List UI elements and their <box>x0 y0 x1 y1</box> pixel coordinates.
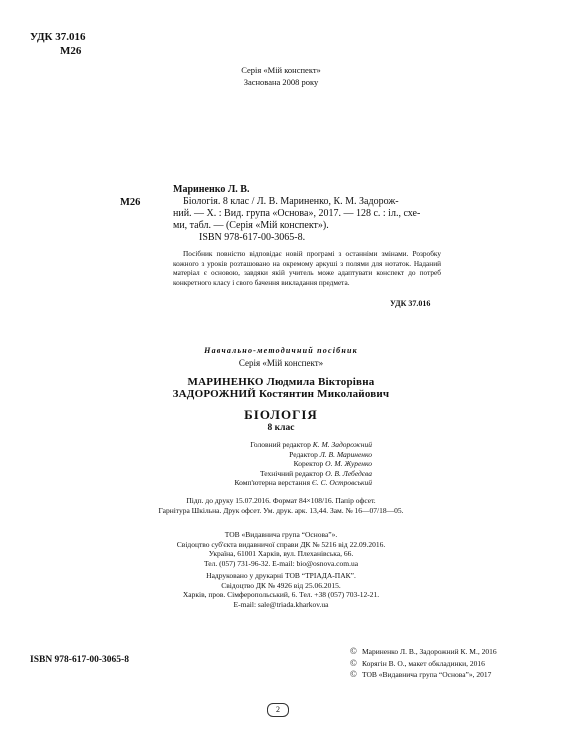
credit-name: Є. С. Островський <box>311 478 372 488</box>
publisher-address: Україна, 61001 Харків, вул. Плеханівська, 66. <box>208 549 354 559</box>
book-title: БІОЛОГІЯ <box>244 407 318 422</box>
credit-row <box>210 469 372 479</box>
biblio-line-1: Біологія. 8 клас / Л. В. Мариненко, К. М. Задорож- <box>183 196 399 207</box>
publisher-info <box>0 530 562 568</box>
credit-role: Головний редактор <box>250 440 311 449</box>
credit-row <box>210 478 372 488</box>
udk-label: УДК 37.016 <box>30 31 86 43</box>
copyright-text: Мариненко Л. В., Задорожний К. М., 2016 <box>362 647 497 656</box>
isbn-bottom: ISBN 978-617-00-3065-8 <box>30 655 129 665</box>
copyright-line <box>350 646 497 658</box>
series-founded: Заснована 2008 року <box>243 77 319 87</box>
credit-name: К. М. Задорожний <box>312 440 372 449</box>
biblio-isbn: ISBN 978-617-00-3065-8. <box>199 232 306 243</box>
copyright-line <box>350 658 497 670</box>
credit-role: Технічний редактор <box>259 468 324 478</box>
printer-address: Харків, пров. Сімферопольський, 6. Тел. +38 (057) 703-12-21. <box>182 590 380 600</box>
printer-info <box>0 571 562 609</box>
copyright-block <box>350 646 497 681</box>
udk-code-top <box>30 30 86 58</box>
credit-row <box>210 450 372 460</box>
copyright-icon: © <box>350 646 357 656</box>
editorial-credits <box>210 440 372 488</box>
credit-name: О. В. Лебедєва <box>325 468 372 478</box>
copyright-icon: © <box>350 657 357 668</box>
biblio-line-2: ний. — Х. : Вид. група «Основа», 2017. — 128 с. : іл., схе- <box>173 208 421 219</box>
credit-row <box>210 459 372 469</box>
series-note-top <box>0 64 562 88</box>
udk-code-right: УДК 37.016 <box>390 299 431 308</box>
publisher-name: ТОВ «Видавнича група “Основа”». <box>224 530 338 539</box>
printer-email: E-mail: sale@triada.kharkov.ua <box>233 599 329 609</box>
print-specs-line-2: Гарнітура Шкільна. Друк офсет. Ум. друк. арк. 13,44. Зам. № 16—07/18—05. <box>158 505 404 515</box>
credit-name: Л. В. Мариненко <box>319 449 372 459</box>
series-name-mid: Серія «Мій конспект» <box>238 358 324 368</box>
credit-role: Коректор <box>293 459 324 469</box>
author-mark-side: М26 <box>120 197 141 208</box>
page-number: 2 <box>267 703 289 717</box>
copyright-text: ТОВ «Видавнича група “Основа”», 2017 <box>362 670 492 679</box>
document-type: Навчально-методичний посібник <box>204 346 358 355</box>
book-grade: 8 клас <box>267 423 295 433</box>
publisher-license: Свідоцтво суб'єкта видавничої справи ДК № 5216 від 22.09.2016. <box>176 539 386 549</box>
biblio-author: Мариненко Л. В. <box>173 184 250 195</box>
copyright-line <box>350 669 497 681</box>
bibliographic-record <box>173 184 441 244</box>
printer-license: Свідоцтво ДК № 4926 від 25.06.2015. <box>221 580 341 590</box>
credit-role: Комп'ютерна верстання <box>234 478 311 488</box>
series-name: Серія «Мій конспект» <box>241 65 321 75</box>
biblio-line-3: ми, табл. — (Серія «Мій конспект»). <box>173 220 329 231</box>
credit-role: Редактор <box>289 449 318 459</box>
publisher-contact: Тел. (057) 731-96-32. E-mail: bio@osnova.com.ua <box>203 558 359 568</box>
author-mark-top: М26 <box>60 45 82 57</box>
copyright-text: Корягін В. О., макет обкладинки, 2016 <box>362 658 485 668</box>
print-specs <box>0 496 562 516</box>
print-specs-line-1: Підп. до друку 15.07.2016. Формат 84×108/16. Папір офсет. <box>186 496 376 505</box>
copyright-icon: © <box>350 669 357 679</box>
credit-name: О. М. Журенко <box>325 459 372 469</box>
abstract-text: Посібник повністю відповідає новій програмі з останніми змінами. Розробку кожного з уроків розташовано на окремому аркуші з полями для нотаток. Наданий матеріал є основою, завдяки якій учитель може адаптувати конспект до потреб конкретного класу і свого бачення викладання предмета. <box>173 249 441 287</box>
author-full-name-1: МАРИНЕНКО Людмила Вікторівна <box>187 376 375 388</box>
printer-name: Надруковано у друкарні ТОВ “ТРІАДА-ПАК”. <box>206 571 356 580</box>
credit-row <box>210 440 372 450</box>
author-full-name-2: ЗАДОРОЖНИЙ Костянтин Миколайович <box>172 388 390 400</box>
